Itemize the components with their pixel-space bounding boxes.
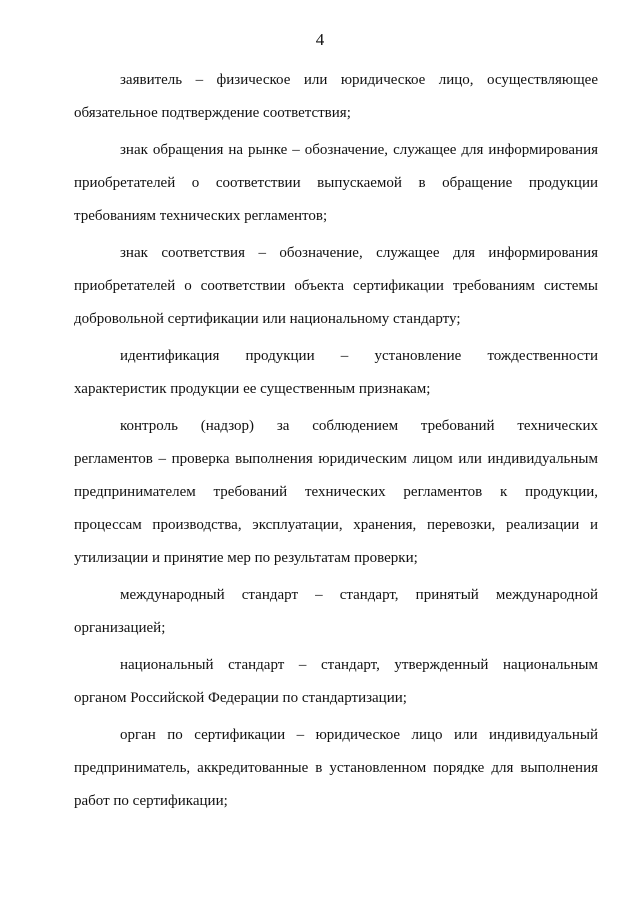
paragraph-line: национальный стандарт – стандарт, утвержденный национальным — [120, 657, 598, 673]
paragraph-line: органом Российской Федерации по стандартизации; — [74, 690, 407, 706]
paragraph-line: орган по сертификации – юридическое лицо или индивидуальный — [120, 727, 598, 743]
paragraph-line: требованиям технических регламентов; — [74, 208, 328, 224]
paragraph-zayavitel — [74, 64, 598, 130]
paragraph-line: добровольной сертификации или национальному стандарту; — [74, 311, 461, 327]
paragraph-identifikatsiya — [74, 340, 598, 406]
paragraph-line: обязательное подтверждение соответствия; — [74, 105, 351, 121]
paragraph-line: характеристик продукции ее существенным признакам; — [74, 381, 431, 397]
paragraph-organ-po-sertifikatsii — [74, 719, 598, 818]
paragraph-line: процессам производства, эксплуатации, хранения, перевозки, реализации и — [74, 517, 598, 533]
paragraph-line: приобретателей о соответствии выпускаемой в обращение продукции — [74, 175, 598, 191]
paragraph-natsionalnyy-standart — [74, 649, 598, 715]
paragraph-line: предпринимателем требований технических регламентов к продукции, — [74, 484, 598, 500]
paragraph-line: предприниматель, аккредитованные в установленном порядке для выполнения — [74, 760, 598, 776]
page-number: 4 — [315, 30, 325, 49]
paragraph-line: приобретателей о соответствии объекта сертификации требованиям системы — [74, 278, 598, 294]
paragraph-line: знак соответствия – обозначение, служащее для информирования — [120, 245, 598, 261]
paragraph-znak-sootvetstviya — [74, 237, 598, 336]
paragraph-line: международный стандарт – стандарт, принятый международной — [120, 587, 598, 603]
paragraph-mezhdunarodnyy-standart — [74, 579, 598, 645]
paragraph-line: идентификация продукции – установление тождественности — [120, 348, 598, 364]
paragraph-kontrol — [74, 410, 598, 575]
paragraph-line: работ по сертификации; — [74, 793, 228, 809]
paragraph-line: регламентов – проверка выполнения юридическим лицом или индивидуальным — [74, 451, 598, 467]
paragraph-line: утилизации и принятие мер по результатам проверки; — [74, 550, 418, 566]
paragraph-line: заявитель – физическое или юридическое лицо, осуществляющее — [120, 72, 598, 88]
document-body — [74, 64, 598, 822]
paragraph-line: знак обращения на рынке – обозначение, служащее для информирования — [120, 142, 598, 158]
paragraph-line: контроль (надзор) за соблюдением требований технических — [120, 418, 598, 434]
paragraph-znak-obrashcheniya — [74, 134, 598, 233]
paragraph-line: организацией; — [74, 620, 166, 636]
